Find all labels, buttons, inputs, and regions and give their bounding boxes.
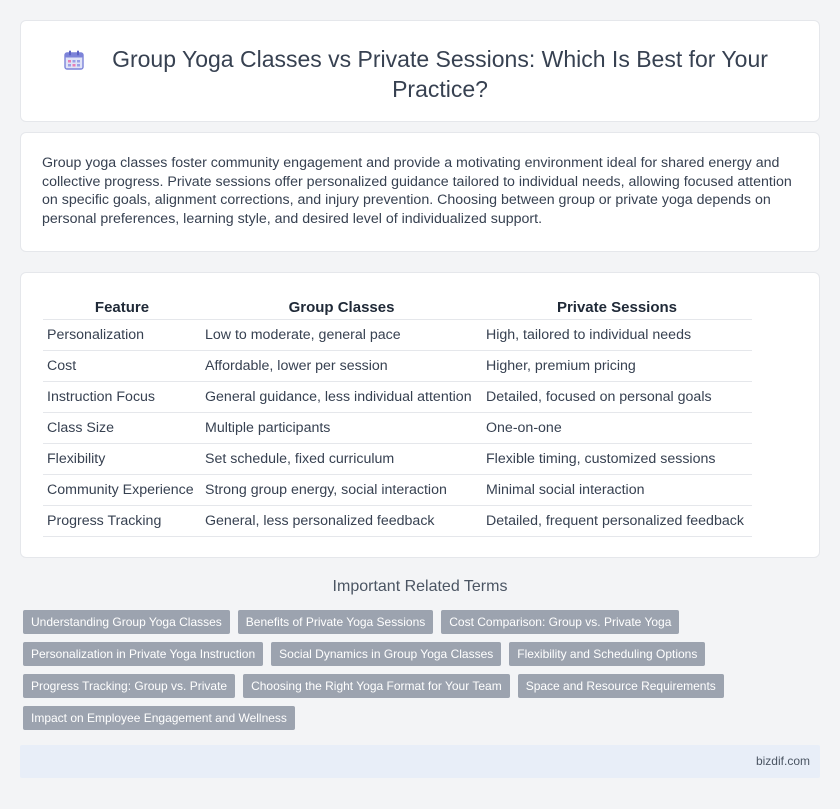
header-feature: Feature xyxy=(43,297,201,319)
page-title: Group Yoga Classes vs Private Sessions: Which Is Best for Your Practice? xyxy=(112,46,768,102)
table-cell: General guidance, less individual attention xyxy=(201,381,482,412)
related-terms-title: Important Related Terms xyxy=(332,578,508,595)
table-row xyxy=(43,350,752,381)
table-cell: Affordable, lower per session xyxy=(201,350,482,381)
table-cell: Progress Tracking xyxy=(43,505,201,536)
table-cell: Personalization xyxy=(43,319,201,350)
table-cell: Class Size xyxy=(43,412,201,443)
intro-paragraph: Group yoga classes foster community engagement and provide a motivating environment ideal for shared energy and collective progress. Private sessions offer personalized guidance tailored to individual needs, allowing focused attention on specific goals, alignment corrections, and injury prevention. Choosing between group or private yoga depends on personal preferences, learning style, and desired level of individualized support. xyxy=(42,155,792,227)
comparison-table-card xyxy=(20,272,820,558)
header-private-sessions: Private Sessions xyxy=(482,297,752,319)
table-cell: Flexible timing, customized sessions xyxy=(482,443,752,474)
table-row xyxy=(43,412,752,443)
related-term-tag[interactable]: Understanding Group Yoga Classes xyxy=(23,610,230,634)
table-cell: Detailed, focused on personal goals xyxy=(482,381,752,412)
table-cell: Flexibility xyxy=(43,443,201,474)
related-term-tag[interactable]: Cost Comparison: Group vs. Private Yoga xyxy=(441,610,679,634)
table-row xyxy=(43,505,752,536)
related-term-tag[interactable]: Flexibility and Scheduling Options xyxy=(509,642,705,666)
table-cell: Detailed, frequent personalized feedback xyxy=(482,505,752,536)
table-cell: Strong group energy, social interaction xyxy=(201,474,482,505)
table-cell: Minimal social interaction xyxy=(482,474,752,505)
table-cell: Low to moderate, general pace xyxy=(201,319,482,350)
table-cell: Multiple participants xyxy=(201,412,482,443)
related-term-tag[interactable]: Progress Tracking: Group vs. Private xyxy=(23,674,235,698)
related-term-tag[interactable]: Benefits of Private Yoga Sessions xyxy=(238,610,433,634)
table-header-row xyxy=(43,297,752,319)
related-term-tag[interactable]: Space and Resource Requirements xyxy=(518,674,724,698)
table-row xyxy=(43,474,752,505)
table-cell: General, less personalized feedback xyxy=(201,505,482,536)
table-cell: Instruction Focus xyxy=(43,381,201,412)
footer-site-link[interactable]: bizdif.com xyxy=(755,754,810,768)
comparison-table xyxy=(43,297,752,537)
table-cell: High, tailored to individual needs xyxy=(482,319,752,350)
header-group-classes: Group Classes xyxy=(201,297,482,319)
table-cell: One-on-one xyxy=(482,412,752,443)
intro-card xyxy=(20,132,820,252)
table-cell: Community Experience xyxy=(43,474,201,505)
header-card xyxy=(20,20,820,122)
table-row xyxy=(43,443,752,474)
related-terms-list xyxy=(23,610,803,730)
table-cell: Set schedule, fixed curriculum xyxy=(201,443,482,474)
related-term-tag[interactable]: Social Dynamics in Group Yoga Classes xyxy=(271,642,501,666)
footer xyxy=(20,745,820,778)
related-term-tag[interactable]: Impact on Employee Engagement and Wellness xyxy=(23,706,295,730)
related-term-tag[interactable]: Personalization in Private Yoga Instruction xyxy=(23,642,263,666)
table-cell: Cost xyxy=(43,350,201,381)
table-row xyxy=(43,381,752,412)
table-cell: Higher, premium pricing xyxy=(482,350,752,381)
related-term-tag[interactable]: Choosing the Right Yoga Format for Your Team xyxy=(243,674,510,698)
table-row xyxy=(43,319,752,350)
